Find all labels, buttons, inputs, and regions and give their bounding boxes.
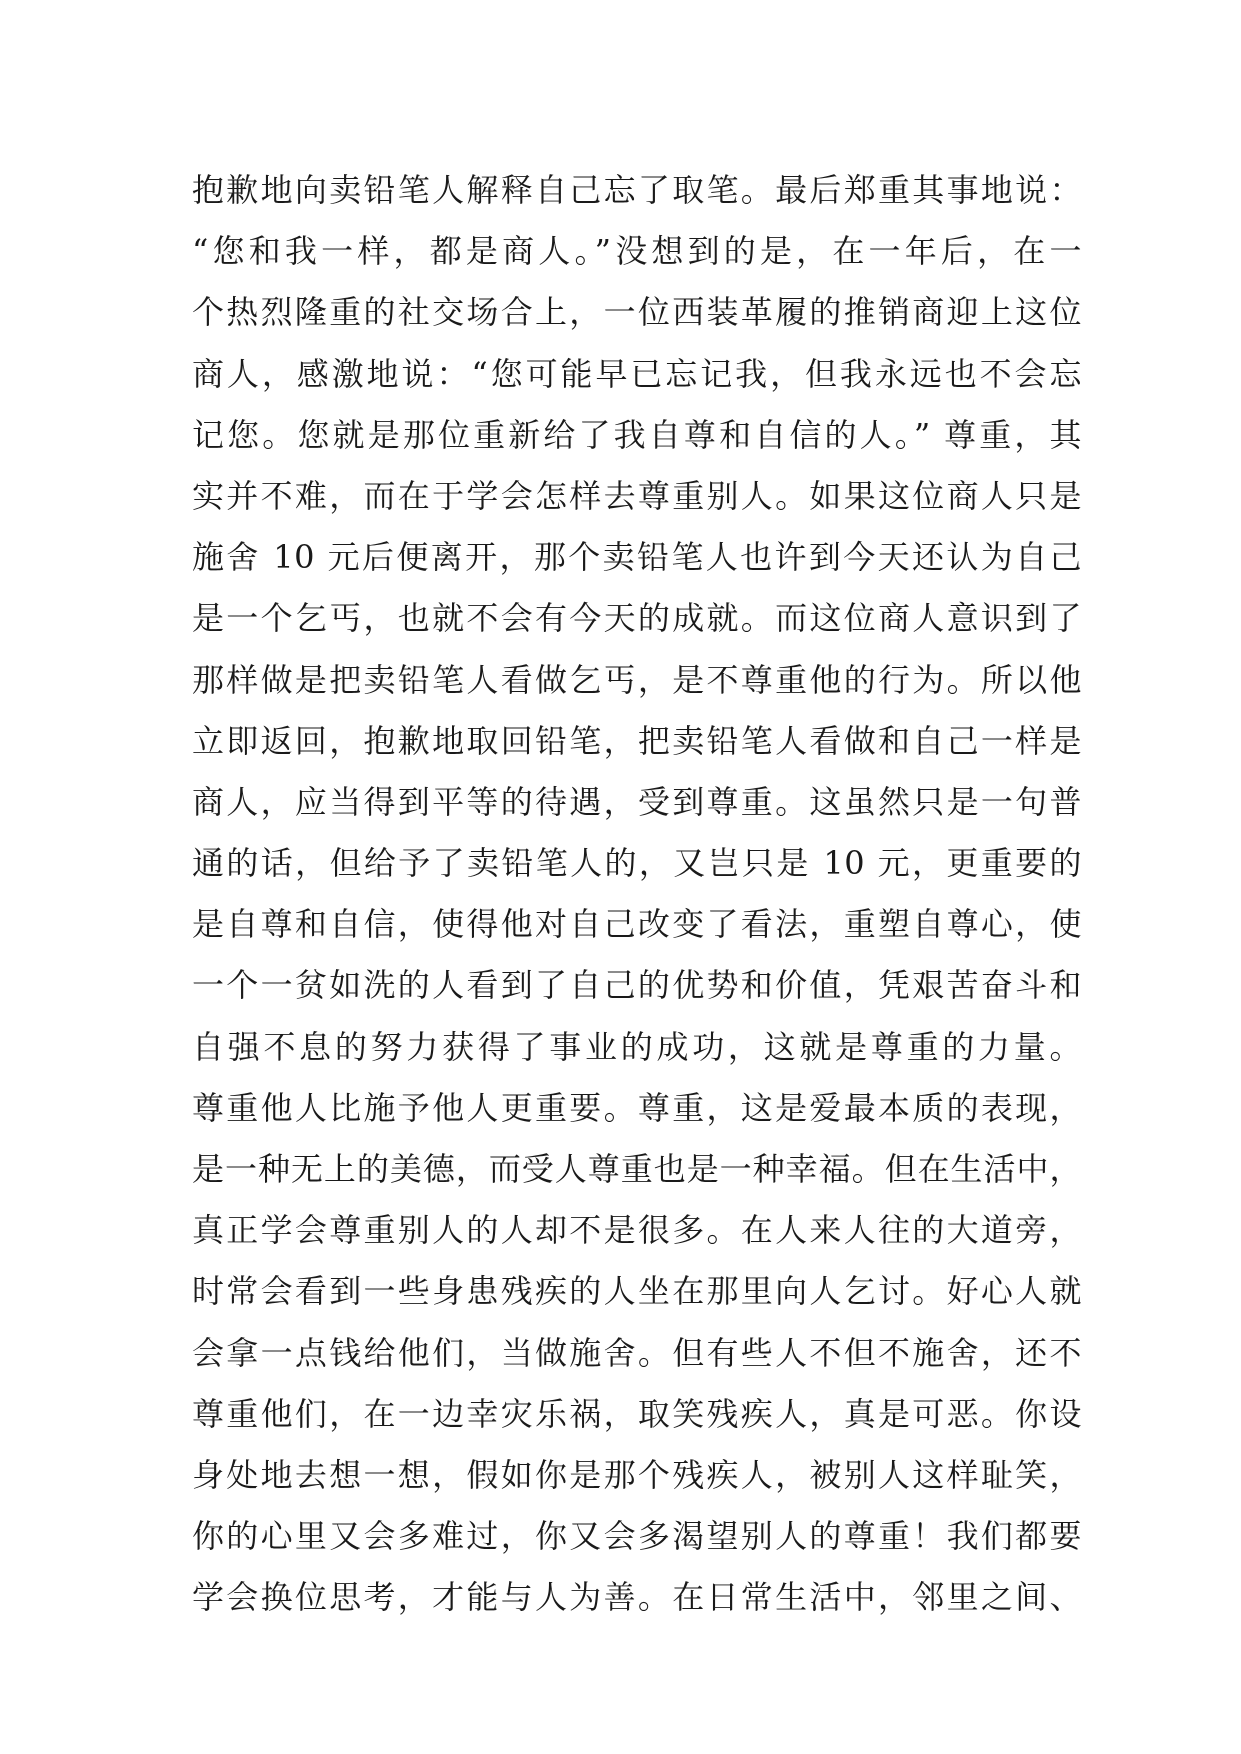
text-line: 一个一贫如洗的人看到了自己的优势和价值，凭艰苦奋斗和 <box>192 966 1082 1005</box>
text-line: 商人，应当得到平等的待遇，受到尊重。这虽然只是一句普 <box>192 782 1082 821</box>
text-line: 真正学会尊重别人的人却不是很多。在人来人往的大道旁， <box>192 1211 1082 1250</box>
text-line: 自强不息的努力获得了事业的成功，这就是尊重的力量。 <box>192 1027 1082 1066</box>
text-line: 记您。您就是那位重新给了我自尊和自信的人。” 尊重，其 <box>192 415 1082 454</box>
text-line: 立即返回，抱歉地取回铅笔，把卖铅笔人看做和自己一样是 <box>192 721 1082 760</box>
text-line: 那样做是把卖铅笔人看做乞丐，是不尊重他的行为。所以他 <box>192 660 1082 699</box>
text-line: 是一个乞丐，也就不会有今天的成就。而这位商人意识到了 <box>192 599 1082 638</box>
text-line: 时常会看到一些身患残疾的人坐在那里向人乞讨。好心人就 <box>192 1272 1082 1311</box>
body-text <box>192 160 1082 1629</box>
text-line: 通的话，但给予了卖铅笔人的，又岂只是 10 元，更重要的 <box>192 844 1082 883</box>
text-line: 尊重他们，在一边幸灾乐祸，取笑残疾人，真是可恶。你设 <box>192 1394 1082 1433</box>
text-line: 实并不难，而在于学会怎样去尊重别人。如果这位商人只是 <box>192 476 1082 515</box>
text-line: 身处地去想一想，假如你是那个残疾人，被别人这样耻笑， <box>192 1455 1082 1494</box>
text-line: “您和我一样，都是商人。”没想到的是，在一年后，在一 <box>192 232 1082 271</box>
text-line: 学会换位思考，才能与人为善。在日常生活中，邻里之间、 <box>192 1578 1082 1617</box>
text-line: 是一种无上的美德，而受人尊重也是一种幸福。但在生活中， <box>192 1150 1082 1188</box>
text-line: 个热烈隆重的社交场合上，一位西装革履的推销商迎上这位 <box>192 293 1082 332</box>
text-line: 是自尊和自信，使得他对自己改变了看法，重塑自尊心，使 <box>192 905 1082 944</box>
text-line: 抱歉地向卖铅笔人解释自己忘了取笔。最后郑重其事地说： <box>192 171 1082 209</box>
text-line: 会拿一点钱给他们，当做施舍。但有些人不但不施舍，还不 <box>192 1333 1082 1372</box>
text-line: 商人，感激地说：“您可能早已忘记我，但我永远也不会忘 <box>192 354 1082 393</box>
text-line: 施舍 10 元后便离开，那个卖铅笔人也许到今天还认为自己 <box>192 538 1082 577</box>
text-line: 尊重他人比施予他人更重要。尊重，这是爱最本质的表现， <box>192 1088 1082 1127</box>
text-line: 你的心里又会多难过，你又会多渴望别人的尊重！我们都要 <box>192 1517 1082 1556</box>
